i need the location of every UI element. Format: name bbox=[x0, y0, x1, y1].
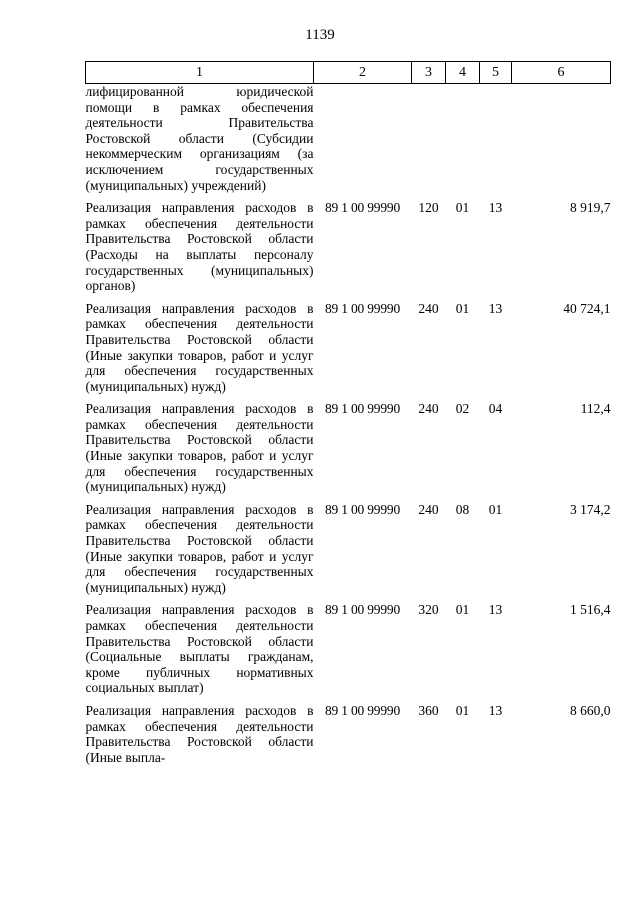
row-section: 08 bbox=[455, 501, 470, 517]
row-amount: 112,4 bbox=[580, 401, 611, 417]
row-expense-type bbox=[412, 84, 446, 201]
row-subsection: 13 bbox=[488, 200, 503, 216]
row-name: Реализация направления расходов в рамках обеспечения деятельности Правительства Ростовской области (Иные закупки товаров, работ и услуг для обеспечения государственных (муниципальных) нужд) bbox=[85, 300, 314, 394]
row-amount: 40 724,1 bbox=[563, 300, 611, 316]
table-row bbox=[86, 200, 611, 301]
header-col-2: 2 bbox=[314, 62, 412, 84]
row-subsection: 01 bbox=[488, 501, 503, 517]
budget-table bbox=[85, 61, 611, 772]
row-name: лифицированной юридической помощи в рамках обеспечения деятельности Правительства Ростовской области (Субсидии некоммерческим организациям (за исключением государственных (муниципальных) учреждений) bbox=[85, 84, 314, 193]
table-row bbox=[86, 401, 611, 502]
table-row bbox=[86, 602, 611, 703]
row-amount: 8 660,0 bbox=[570, 702, 611, 718]
row-target-code: 89 1 00 99990 bbox=[324, 602, 401, 618]
row-name: Реализация направления расходов в рамках обеспечения деятельности Правительства Ростовской области (Иные выпла- bbox=[85, 702, 314, 765]
row-name: Реализация направления расходов в рамках обеспечения деятельности Правительства Ростовской области (Иные закупки товаров, работ и услуг для обеспечения государственных (муниципальных) нужд) bbox=[85, 501, 314, 595]
row-target-code: 89 1 00 99990 bbox=[324, 300, 401, 316]
row-subsection: 13 bbox=[488, 602, 503, 618]
row-name: Реализация направления расходов в рамках обеспечения деятельности Правительства Ростовской области (Социальные выплаты гражданам, кроме публичных нормативных социальных выплат) bbox=[85, 602, 314, 696]
header-col-1: 1 bbox=[86, 62, 314, 84]
row-section: 02 bbox=[455, 401, 470, 417]
header-col-6: 6 bbox=[512, 62, 611, 84]
row-target-code: 89 1 00 99990 bbox=[324, 702, 401, 718]
header-col-4: 4 bbox=[446, 62, 480, 84]
page-number: 1139 bbox=[305, 27, 335, 43]
row-expense-type: 120 bbox=[418, 200, 439, 216]
header-col-5: 5 bbox=[480, 62, 512, 84]
row-section: 01 bbox=[455, 702, 470, 718]
row-section bbox=[446, 84, 480, 201]
row-expense-type: 360 bbox=[418, 702, 439, 718]
row-expense-type: 240 bbox=[418, 401, 439, 417]
header-col-3: 3 bbox=[412, 62, 446, 84]
table-row bbox=[86, 84, 611, 201]
table-row bbox=[86, 703, 611, 772]
row-section: 01 bbox=[455, 602, 470, 618]
row-amount: 3 174,2 bbox=[570, 501, 611, 517]
header-row bbox=[86, 62, 611, 84]
row-amount: 1 516,4 bbox=[570, 602, 611, 618]
row-subsection: 13 bbox=[488, 702, 503, 718]
row-name: Реализация направления расходов в рамках обеспечения деятельности Правительства Ростовской области (Иные закупки товаров, работ и услуг для обеспечения государственных (муниципальных) нужд) bbox=[85, 401, 314, 495]
row-amount bbox=[512, 84, 611, 201]
row-subsection: 04 bbox=[488, 401, 503, 417]
row-expense-type: 240 bbox=[418, 300, 439, 316]
row-section: 01 bbox=[455, 300, 470, 316]
row-expense-type: 240 bbox=[418, 501, 439, 517]
table-row bbox=[86, 502, 611, 603]
table-row bbox=[86, 301, 611, 402]
row-name: Реализация направления расходов в рамках обеспечения деятельности Правительства Ростовской области (Расходы на выплаты персоналу государственных (муниципальных) органов) bbox=[85, 200, 314, 294]
row-target-code: 89 1 00 99990 bbox=[324, 200, 401, 216]
row-subsection bbox=[480, 84, 512, 201]
row-target-code bbox=[314, 84, 412, 201]
row-target-code: 89 1 00 99990 bbox=[324, 401, 401, 417]
row-expense-type: 320 bbox=[418, 602, 439, 618]
row-amount: 8 919,7 bbox=[570, 200, 611, 216]
row-section: 01 bbox=[455, 200, 470, 216]
row-target-code: 89 1 00 99990 bbox=[324, 501, 401, 517]
row-subsection: 13 bbox=[488, 300, 503, 316]
